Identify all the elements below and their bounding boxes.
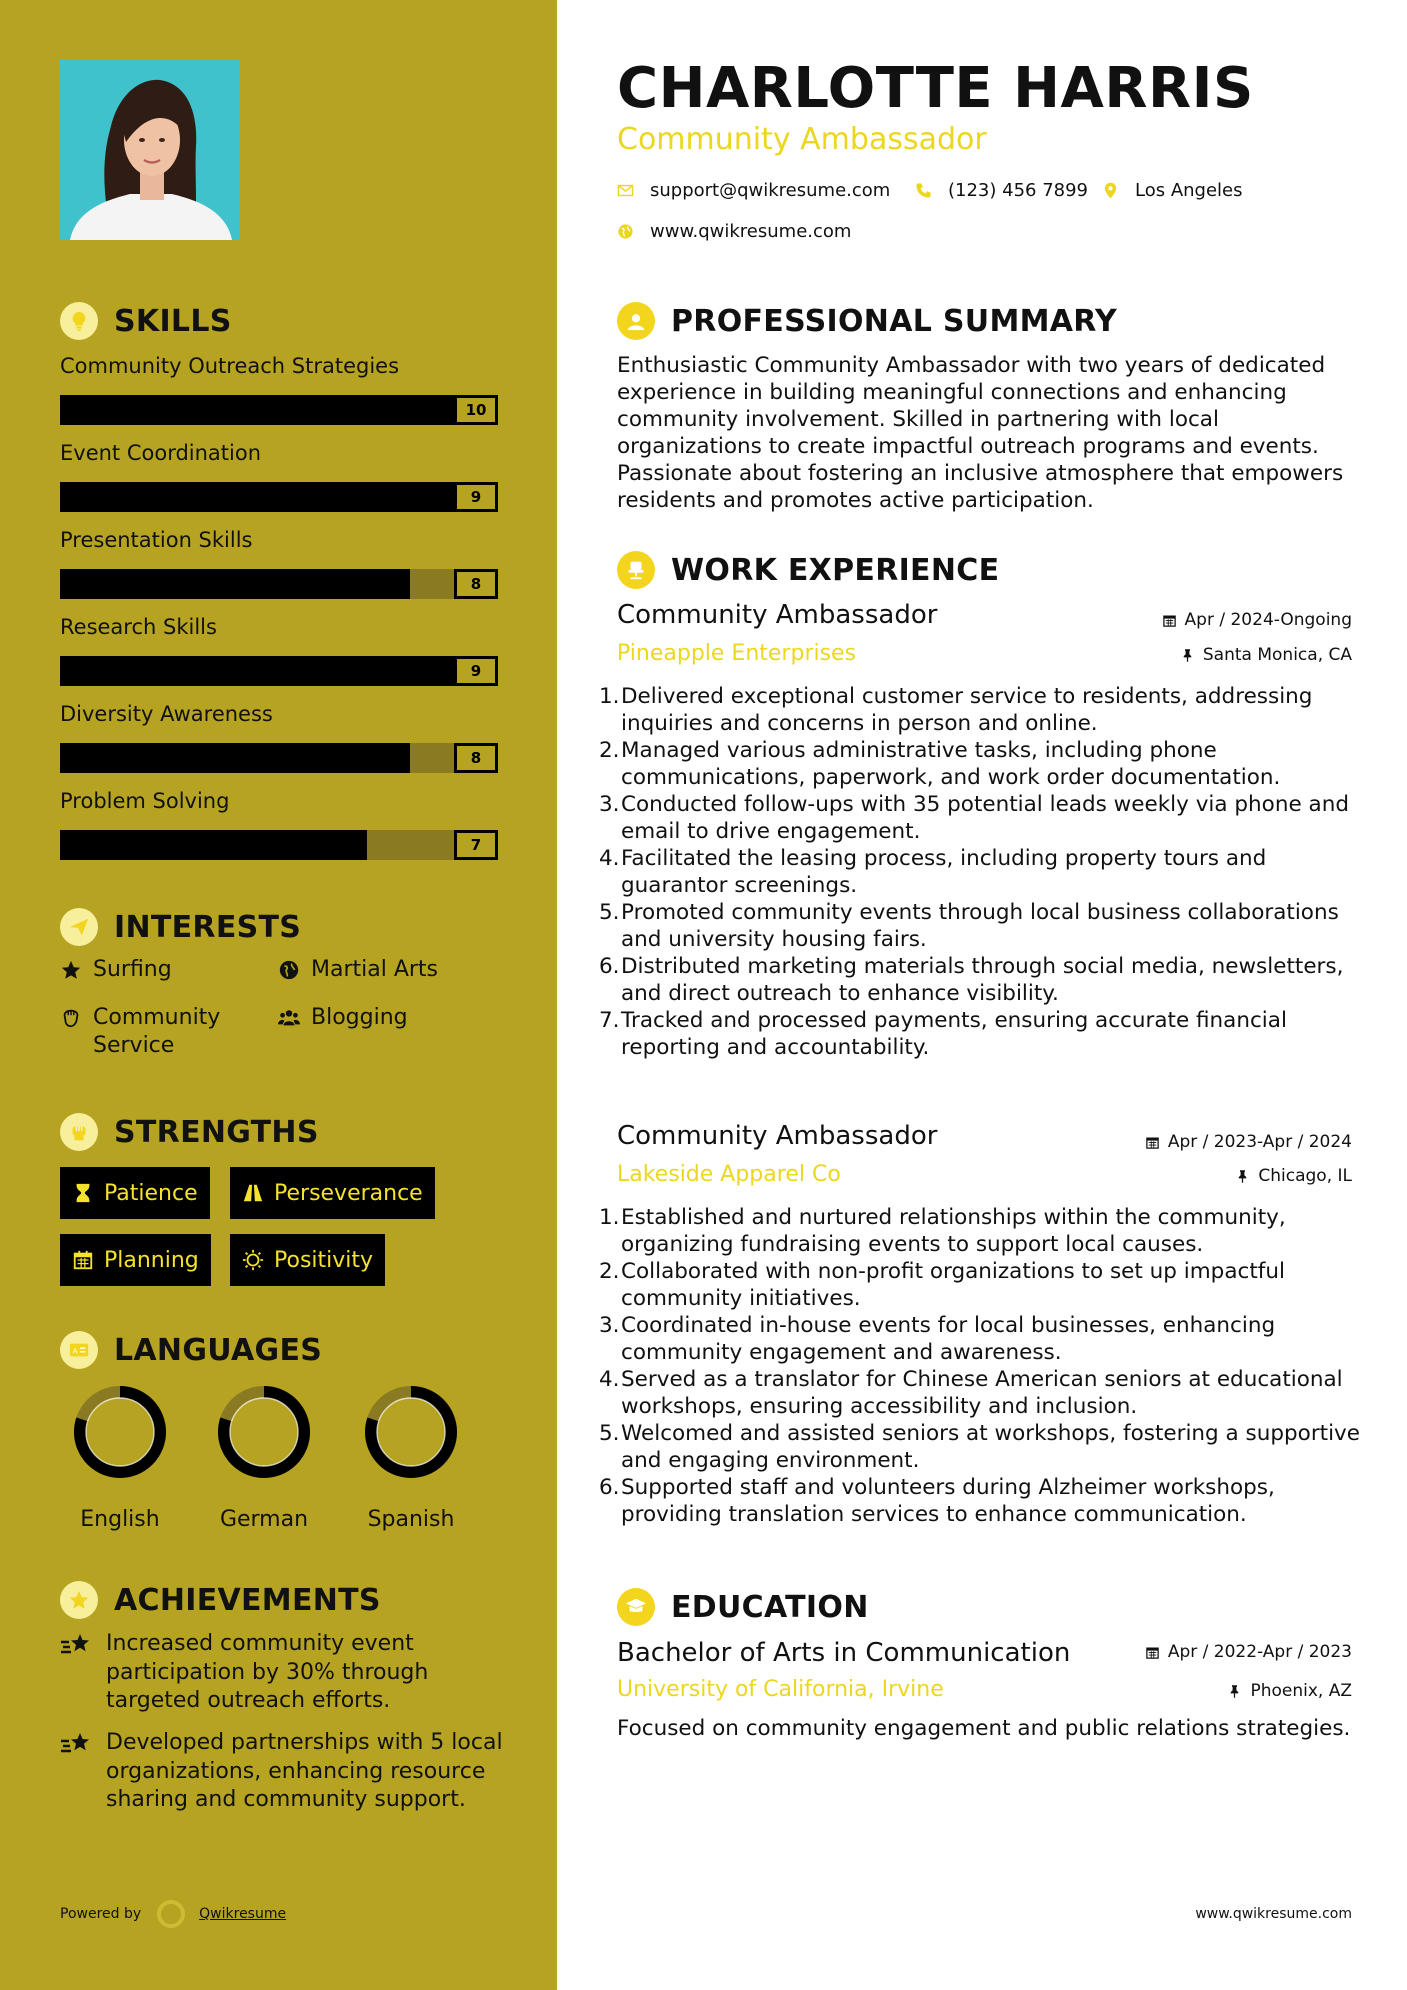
education-description: Focused on community engagement and public relations strategies. bbox=[617, 1716, 1351, 1741]
skill-item: Diversity Awareness 8 bbox=[60, 699, 498, 773]
strength-chip: Perseverance bbox=[230, 1167, 435, 1219]
user-icon bbox=[617, 302, 655, 340]
skill-bar-fill bbox=[60, 656, 454, 686]
skill-bar bbox=[60, 830, 498, 860]
job-bullets bbox=[599, 1204, 1379, 1528]
skill-bar bbox=[60, 656, 498, 686]
job-title: Community Ambassador bbox=[617, 600, 938, 630]
map-pin-icon bbox=[1102, 182, 1119, 199]
strength-chip: Patience bbox=[60, 1167, 210, 1219]
list-item: 2. Managed various administrative tasks, including phone communications, paperwork, and work order documentation. bbox=[599, 738, 1281, 790]
skill-level-badge: 7 bbox=[454, 830, 498, 860]
strength-chip: Planning bbox=[60, 1234, 211, 1286]
main-column bbox=[557, 0, 1407, 1990]
job-location: Chicago, IL bbox=[1235, 1166, 1352, 1186]
skill-level-badge: 10 bbox=[454, 395, 498, 425]
skill-bar bbox=[60, 743, 498, 773]
sun-icon bbox=[242, 1249, 264, 1271]
hourglass-icon bbox=[72, 1182, 94, 1204]
contact-email[interactable]: support@qwikresume.com bbox=[617, 180, 890, 201]
avatar-illustration bbox=[60, 60, 240, 240]
list-item: 1. Established and nurtured relationships within the community, organizing fundraising events to support local causes. bbox=[599, 1205, 1286, 1257]
svg-text:A: A bbox=[72, 1346, 78, 1356]
candidate-title: Community Ambassador bbox=[617, 122, 987, 157]
lightbulb-icon bbox=[60, 302, 98, 340]
qwikresume-logo-icon bbox=[157, 1900, 185, 1928]
school-name: University of California, Irvine bbox=[617, 1677, 944, 1702]
job-dates: Apr / 2023-Apr / 2024 bbox=[1145, 1132, 1352, 1152]
skill-item: Research Skills 9 bbox=[60, 612, 498, 686]
globe-icon bbox=[617, 223, 634, 240]
skill-bar-fill bbox=[60, 569, 410, 599]
contact-website[interactable]: www.qwikresume.com bbox=[617, 221, 851, 242]
users-icon bbox=[278, 1007, 300, 1029]
language-ring bbox=[363, 1384, 459, 1480]
calendar-icon bbox=[1145, 1135, 1160, 1150]
list-item: 3. Coordinated in-house events for local businesses, enhancing community engagement and awareness. bbox=[599, 1313, 1276, 1365]
pushpin-icon bbox=[1180, 648, 1195, 663]
language-item: English bbox=[60, 1384, 180, 1532]
calendar-icon bbox=[1145, 1645, 1160, 1660]
skill-bar bbox=[60, 569, 498, 599]
phone-icon bbox=[915, 182, 932, 199]
pushpin-icon bbox=[1235, 1169, 1250, 1184]
skill-level-badge: 9 bbox=[454, 482, 498, 512]
interests-heading: INTERESTS bbox=[60, 908, 301, 946]
skill-bar-fill bbox=[60, 482, 454, 512]
shooting-star-icon bbox=[60, 1632, 92, 1658]
footer-website[interactable]: www.qwikresume.com bbox=[1195, 1906, 1352, 1922]
language-card-icon bbox=[60, 1331, 98, 1369]
shooting-star-icon bbox=[60, 1731, 92, 1757]
contact-location: Los Angeles bbox=[1102, 180, 1243, 201]
job-company: Pineapple Enterprises bbox=[617, 641, 857, 666]
skill-bar-fill bbox=[60, 743, 410, 773]
education-heading: EDUCATION bbox=[617, 1588, 869, 1626]
summary-heading: PROFESSIONAL SUMMARY bbox=[617, 302, 1117, 340]
language-item: Spanish bbox=[351, 1384, 471, 1532]
skills-heading: SKILLS bbox=[60, 302, 232, 340]
list-item: 7. Tracked and processed payments, ensuring accurate financial reporting and accountability. bbox=[599, 1008, 1287, 1060]
skill-level-badge: 8 bbox=[454, 569, 498, 599]
candidate-name: CHARLOTTE HARRIS bbox=[617, 56, 1254, 121]
job-location: Santa Monica, CA bbox=[1180, 645, 1352, 665]
calendar-icon bbox=[1162, 613, 1177, 628]
strengths-heading: STRENGTHS bbox=[60, 1113, 319, 1151]
list-item: 6. Distributed marketing materials through social media, newsletters, and direct outreach to enhance visibility. bbox=[599, 954, 1344, 1006]
strength-chip: Positivity bbox=[230, 1234, 385, 1286]
envelope-icon bbox=[617, 182, 634, 199]
languages-heading: A LANGUAGES bbox=[60, 1331, 322, 1369]
education-location: Phoenix, AZ bbox=[1227, 1681, 1352, 1701]
skill-bar bbox=[60, 395, 498, 425]
sidebar bbox=[0, 0, 557, 1990]
achievements-heading: ACHIEVEMENTS bbox=[60, 1581, 381, 1619]
job-company: Lakeside Apparel Co bbox=[617, 1162, 841, 1187]
achievement-item: Increased community event participation by 30% through targeted outreach efforts. bbox=[60, 1630, 520, 1716]
list-item: 1. Delivered exceptional customer service to residents, addressing inquiries and concerns in person and online. bbox=[599, 684, 1313, 736]
job-title: Community Ambassador bbox=[617, 1121, 938, 1151]
paper-plane-icon bbox=[60, 908, 98, 946]
globe-icon bbox=[278, 959, 300, 981]
job-bullets bbox=[599, 683, 1379, 1061]
interest-item: Martial Arts bbox=[278, 956, 438, 984]
education-dates: Apr / 2022-Apr / 2023 bbox=[1145, 1642, 1352, 1662]
list-item: 3. Conducted follow-ups with 35 potential leads weekly via phone and email to drive engagement. bbox=[599, 792, 1349, 844]
list-item: 6. Supported staff and volunteers during Alzheimer workshops, providing translation services to enhance communication. bbox=[599, 1475, 1275, 1527]
summary-text: Enthusiastic Community Ambassador with two years of dedicated experience in building meaningful connections and enhancing community involvement. Skilled in partnering with local organizations to create impactful outreach programs and events. Passionate about fostering an inclusive atmosphere that empowers residents and promotes active participation. bbox=[617, 353, 1344, 513]
skill-bar-fill bbox=[60, 395, 498, 425]
experience-heading: WORK EXPERIENCE bbox=[617, 551, 999, 589]
calendar-icon bbox=[72, 1249, 94, 1271]
star-badge-icon bbox=[60, 1581, 98, 1619]
list-item: 4. Facilitated the leasing process, including property tours and guarantor screenings. bbox=[599, 846, 1267, 898]
contact-phone[interactable]: (123) 456 7899 bbox=[915, 180, 1088, 201]
powered-by: Powered by Qwikresume bbox=[60, 1900, 286, 1928]
fist-icon bbox=[60, 1113, 98, 1151]
list-item: 5. Welcomed and assisted seniors at workshops, fostering a supportive and engaging environment. bbox=[599, 1421, 1361, 1473]
skill-level-badge: 8 bbox=[454, 743, 498, 773]
qwikresume-link[interactable]: Qwikresume bbox=[199, 1906, 287, 1922]
achievement-item: Developed partnerships with 5 local organizations, enhancing resource sharing and community support. bbox=[60, 1729, 520, 1815]
language-item: German bbox=[204, 1384, 324, 1532]
skill-item: Community Outreach Strategies 10 bbox=[60, 351, 498, 425]
list-item: 4. Served as a translator for Chinese American seniors at educational workshops, ensuring accessibility and inclusion. bbox=[599, 1367, 1343, 1419]
road-icon bbox=[242, 1182, 264, 1204]
graduate-icon bbox=[617, 1588, 655, 1626]
office-chair-icon bbox=[617, 551, 655, 589]
interest-item: Blogging bbox=[278, 1004, 408, 1032]
list-item: 2. Collaborated with non-profit organizations to set up impactful community initiatives. bbox=[599, 1259, 1285, 1311]
skill-bar bbox=[60, 482, 498, 512]
skill-level-badge: 9 bbox=[454, 656, 498, 686]
hand-icon bbox=[60, 1007, 82, 1029]
profile-photo bbox=[60, 60, 240, 240]
skill-bar-fill bbox=[60, 830, 367, 860]
list-item: 5. Promoted community events through local business collaborations and university housing fairs. bbox=[599, 900, 1339, 952]
job-dates: Apr / 2024-Ongoing bbox=[1162, 610, 1352, 630]
language-ring bbox=[216, 1384, 312, 1480]
skill-item: Problem Solving 7 bbox=[60, 786, 498, 860]
interest-item: Surfing bbox=[60, 956, 172, 984]
star-icon bbox=[60, 959, 82, 981]
language-ring bbox=[72, 1384, 168, 1480]
pushpin-icon bbox=[1227, 1684, 1242, 1699]
skill-item: Presentation Skills 8 bbox=[60, 525, 498, 599]
degree-title: Bachelor of Arts in Communication bbox=[617, 1638, 1071, 1668]
interest-item: Community Service bbox=[60, 1004, 260, 1060]
skill-item: Event Coordination 9 bbox=[60, 438, 498, 512]
